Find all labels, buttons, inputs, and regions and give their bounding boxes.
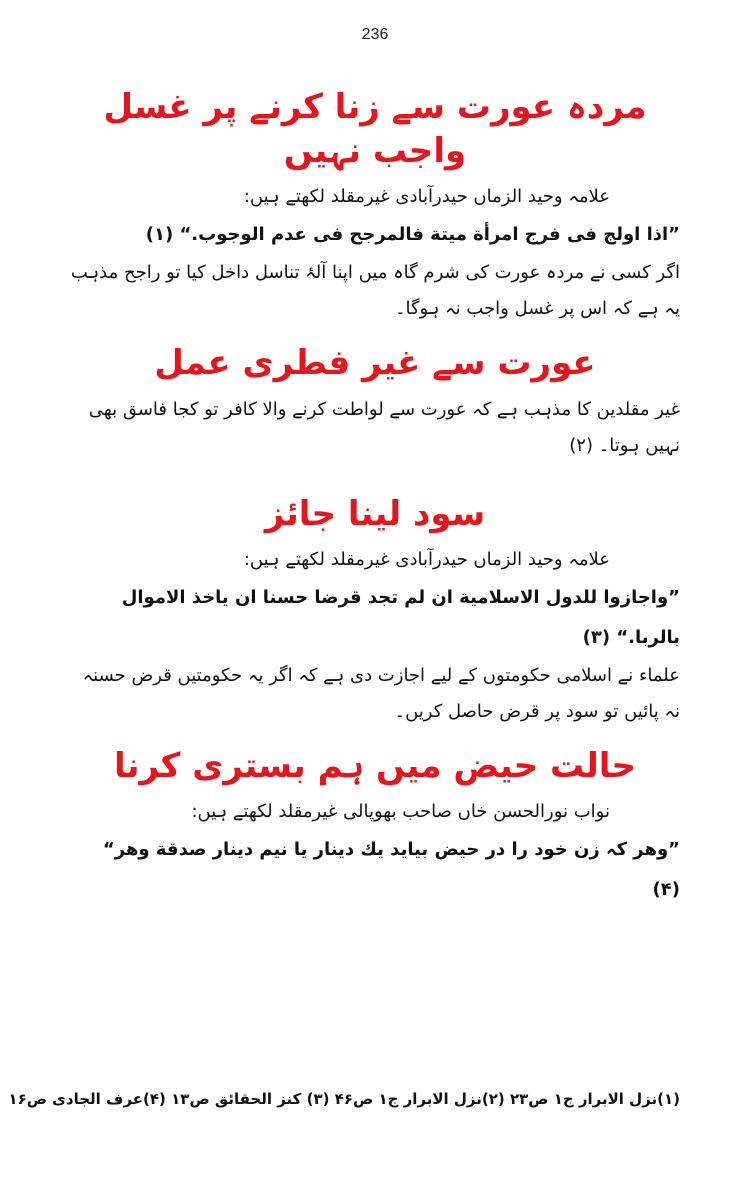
page-number: 236	[361, 26, 389, 43]
section-2-body: غیر مقلدین کا مذہب ہے کہ عورت سے لواطت کرنے والا کافر تو کجا فاسق بھی نہیں ہوتا۔ (۲)	[88, 398, 680, 456]
section-4-quote: ”وھر کہ زن خود را در حیض بیاید یك دینار یا نیم دینار صدقة وھر“ (۴)	[102, 838, 680, 900]
section-1-body: اگر کسی نے مردہ عورت کی شرم گاہ میں اپنا آلۂ تناسل داخل کیا تو راجح مذہب یہ ہے کہ اس پر غسل واجب نہ ہوگا۔	[70, 262, 680, 320]
section-1-intro: علامہ وحید الزماں حیدرآبادی غیرمقلد لکھتے ہیں:	[243, 186, 610, 208]
page-content	[70, 85, 680, 910]
section-3-quote: ”واجازوا للدول الاسلامیة ان لم تجد قرضا حسنا ان یاخذ الاموال بالربا.“ (۳)	[121, 586, 680, 648]
section-heading-1: مردہ عورت سے زنا کرنے پر غسل واجب نہیں	[103, 87, 647, 172]
section-1-quote: ”اذا اولج فی فرج امرأة میتة فالمرجح فی عدم الوجوب.“ (۱)	[145, 224, 680, 246]
section-3-intro: علامہ وحید الزماں حیدرآبادی غیرمقلد لکھتے ہیں:	[243, 548, 610, 570]
section-3-body: علماء نے اسلامی حکومتوں کے لیے اجازت دی ہے کہ اگر یہ حکومتیں قرض حسنہ نہ پائیں تو سود پر قرض حاصل کریں۔	[82, 664, 680, 722]
footnotes: (۱)نزل الابرار ج۱ ص۲۳ (۲)نزل الابرار ج۱ ص۴۶ (۳) کنز الحقائق ص۱۳ (۴)عرف الجادی ص۱۶	[8, 1090, 680, 1108]
section-4-intro: نواب نورالحسن خاں صاحب بھوپالی غیرمقلد لکھتے ہیں:	[191, 800, 610, 822]
section-heading-4: حالت حیض میں ہم بستری کرنا	[113, 745, 637, 786]
section-heading-2: عورت سے غیر فطری عمل	[154, 343, 596, 384]
section-heading-3: سود لینا جائز	[264, 493, 486, 534]
